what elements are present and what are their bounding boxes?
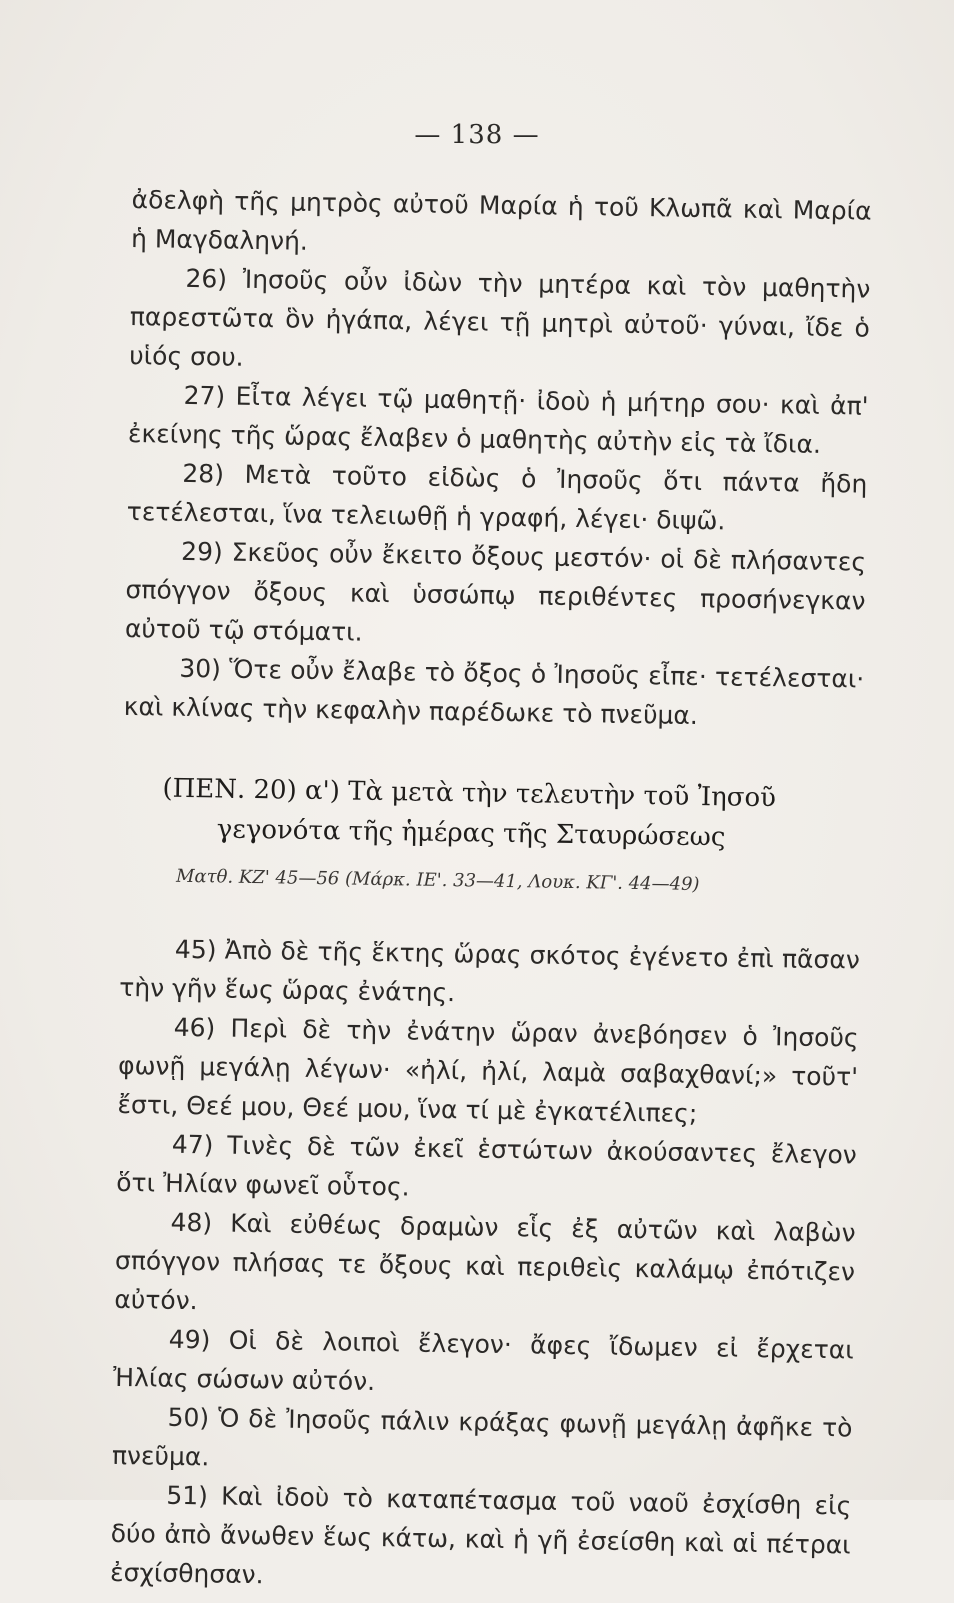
verse-paragraph: 29) Σκεῦος οὖν ἔκειτο ὄξους μεστόν· οἱ δὲ πλήσαντες σπόγγον ὄξους καὶ ὑσσώπῳ περιθέντες προσήνεγκαν αὐτοῦ τῷ στόματι. [124, 536, 867, 647]
verse-paragraph: 26) Ἰησοῦς οὖν ἰδὼν τὴν μητέρα καὶ τὸν μαθητὴν παρεστῶτα ὃν ἠγάπα, λέγει τῇ μητρὶ αὐτοῦ· γύναι, ἴδε ὁ υἱός σου. [129, 263, 871, 372]
verse-paragraph: 45) Ἀπὸ δὲ τῆς ἕκτης ὥρας σκότος ἐγένετο ἐπὶ πᾶσαν τὴν γῆν ἕως ὥρας ἐνάτης. [119, 934, 861, 1008]
verse-paragraph: 28) Μετὰ τοῦτο εἰδὼς ὁ Ἰησοῦς ὅτι πάντα ἤδη τετέλεσται, ἵνα τελειωθῇ ἡ γραφή, λέγει· διψῶ. [126, 458, 868, 536]
section-heading [122, 768, 863, 860]
verse-paragraph: 50) Ὁ δὲ Ἰησοῦς πάλιν κράξας φωνῇ μεγάλῃ ἀφῆκε τὸ πνεῦμα. [111, 1402, 853, 1472]
page-text-body [110, 180, 872, 1603]
verse-paragraph: 30) Ὅτε οὖν ἔλαβε τὸ ὄξος ὁ Ἰησοῦς εἶπε· τετέλεσται· καὶ κλίνας τὴν κεφαλὴν παρέδωκε τὸ πνεῦμα. [123, 653, 865, 730]
verse-paragraph: 49) Οἱ δὲ λοιποὶ ἔλεγον· ἄφες ἴδωμεν εἰ ἔρχεται Ἠλίας σώσων αὐτόν. [112, 1324, 854, 1396]
verse-paragraph: 47) Τινὲς δὲ τῶν ἐκεῖ ἑστώτων ἀκούσαντες ἔλεγον ὅτι Ἠλίαν φωνεῖ οὗτος. [116, 1129, 858, 1202]
section-title-line-1: (ΠΕΝ. 20) α') Τὰ μετὰ τὴν τελευτὴν τοῦ Ἰησοῦ [162, 773, 777, 814]
section-title-line-2: γεγονότα τῆς ἡμέρας τῆς Σταυρώσεως [216, 814, 726, 853]
verse-paragraph: 48) Καὶ εὐθέως δραμὼν εἷς ἐξ αὐτῶν καὶ λαβὼν σπόγγον πλήσας τε ὄξους καὶ περιθεὶς καλάμῳ ἐπότιζεν αὐτόν. [114, 1207, 856, 1316]
verse-paragraph: 27) Εἶτα λέγει τῷ μαθητῇ· ἰδοὺ ἡ μήτηρ σου· καὶ ἀπ' ἐκείνης τῆς ὥρας ἔλαβεν ὁ μαθητὴς αὐτὴν εἰς τὰ ἴδια. [127, 380, 869, 459]
page-number: — 138 — [414, 120, 540, 150]
verse-paragraph: ἀδελφὴ τῆς μητρὸς αὐτοῦ Μαρία ἡ τοῦ Κλωπᾶ καὶ Μαρία ἡ Μαγδαληνή. [130, 184, 872, 256]
section-reference: Ματθ. ΚΖ' 45—56 (Μάρκ. ΙΕ'. 33—41, Λουκ. ΚΓ'. 44—49) [175, 865, 700, 895]
verse-paragraph: 51) Καὶ ἰδοὺ τὸ καταπέτασμα τοῦ ναοῦ ἐσχίσθη εἰς δύο ἀπὸ ἄνωθεν ἕως κάτω, καὶ ἡ γῆ ἐσείσθη καὶ αἱ πέτραι ἐσχίσθησαν. [109, 1480, 852, 1590]
verse-paragraph: 46) Περὶ δὲ τὴν ἐνάτην ὥραν ἀνεβόησεν ὁ Ἰησοῦς φωνῇ μεγάλῃ λέγων· «ἠλί, ἠλί, λαμὰ σαβαχθανί;» τοῦτ' ἔστι, Θεέ μου, Θεέ μου, ἵνα τί μὲ ἐγκατέλιπες; [117, 1012, 859, 1128]
